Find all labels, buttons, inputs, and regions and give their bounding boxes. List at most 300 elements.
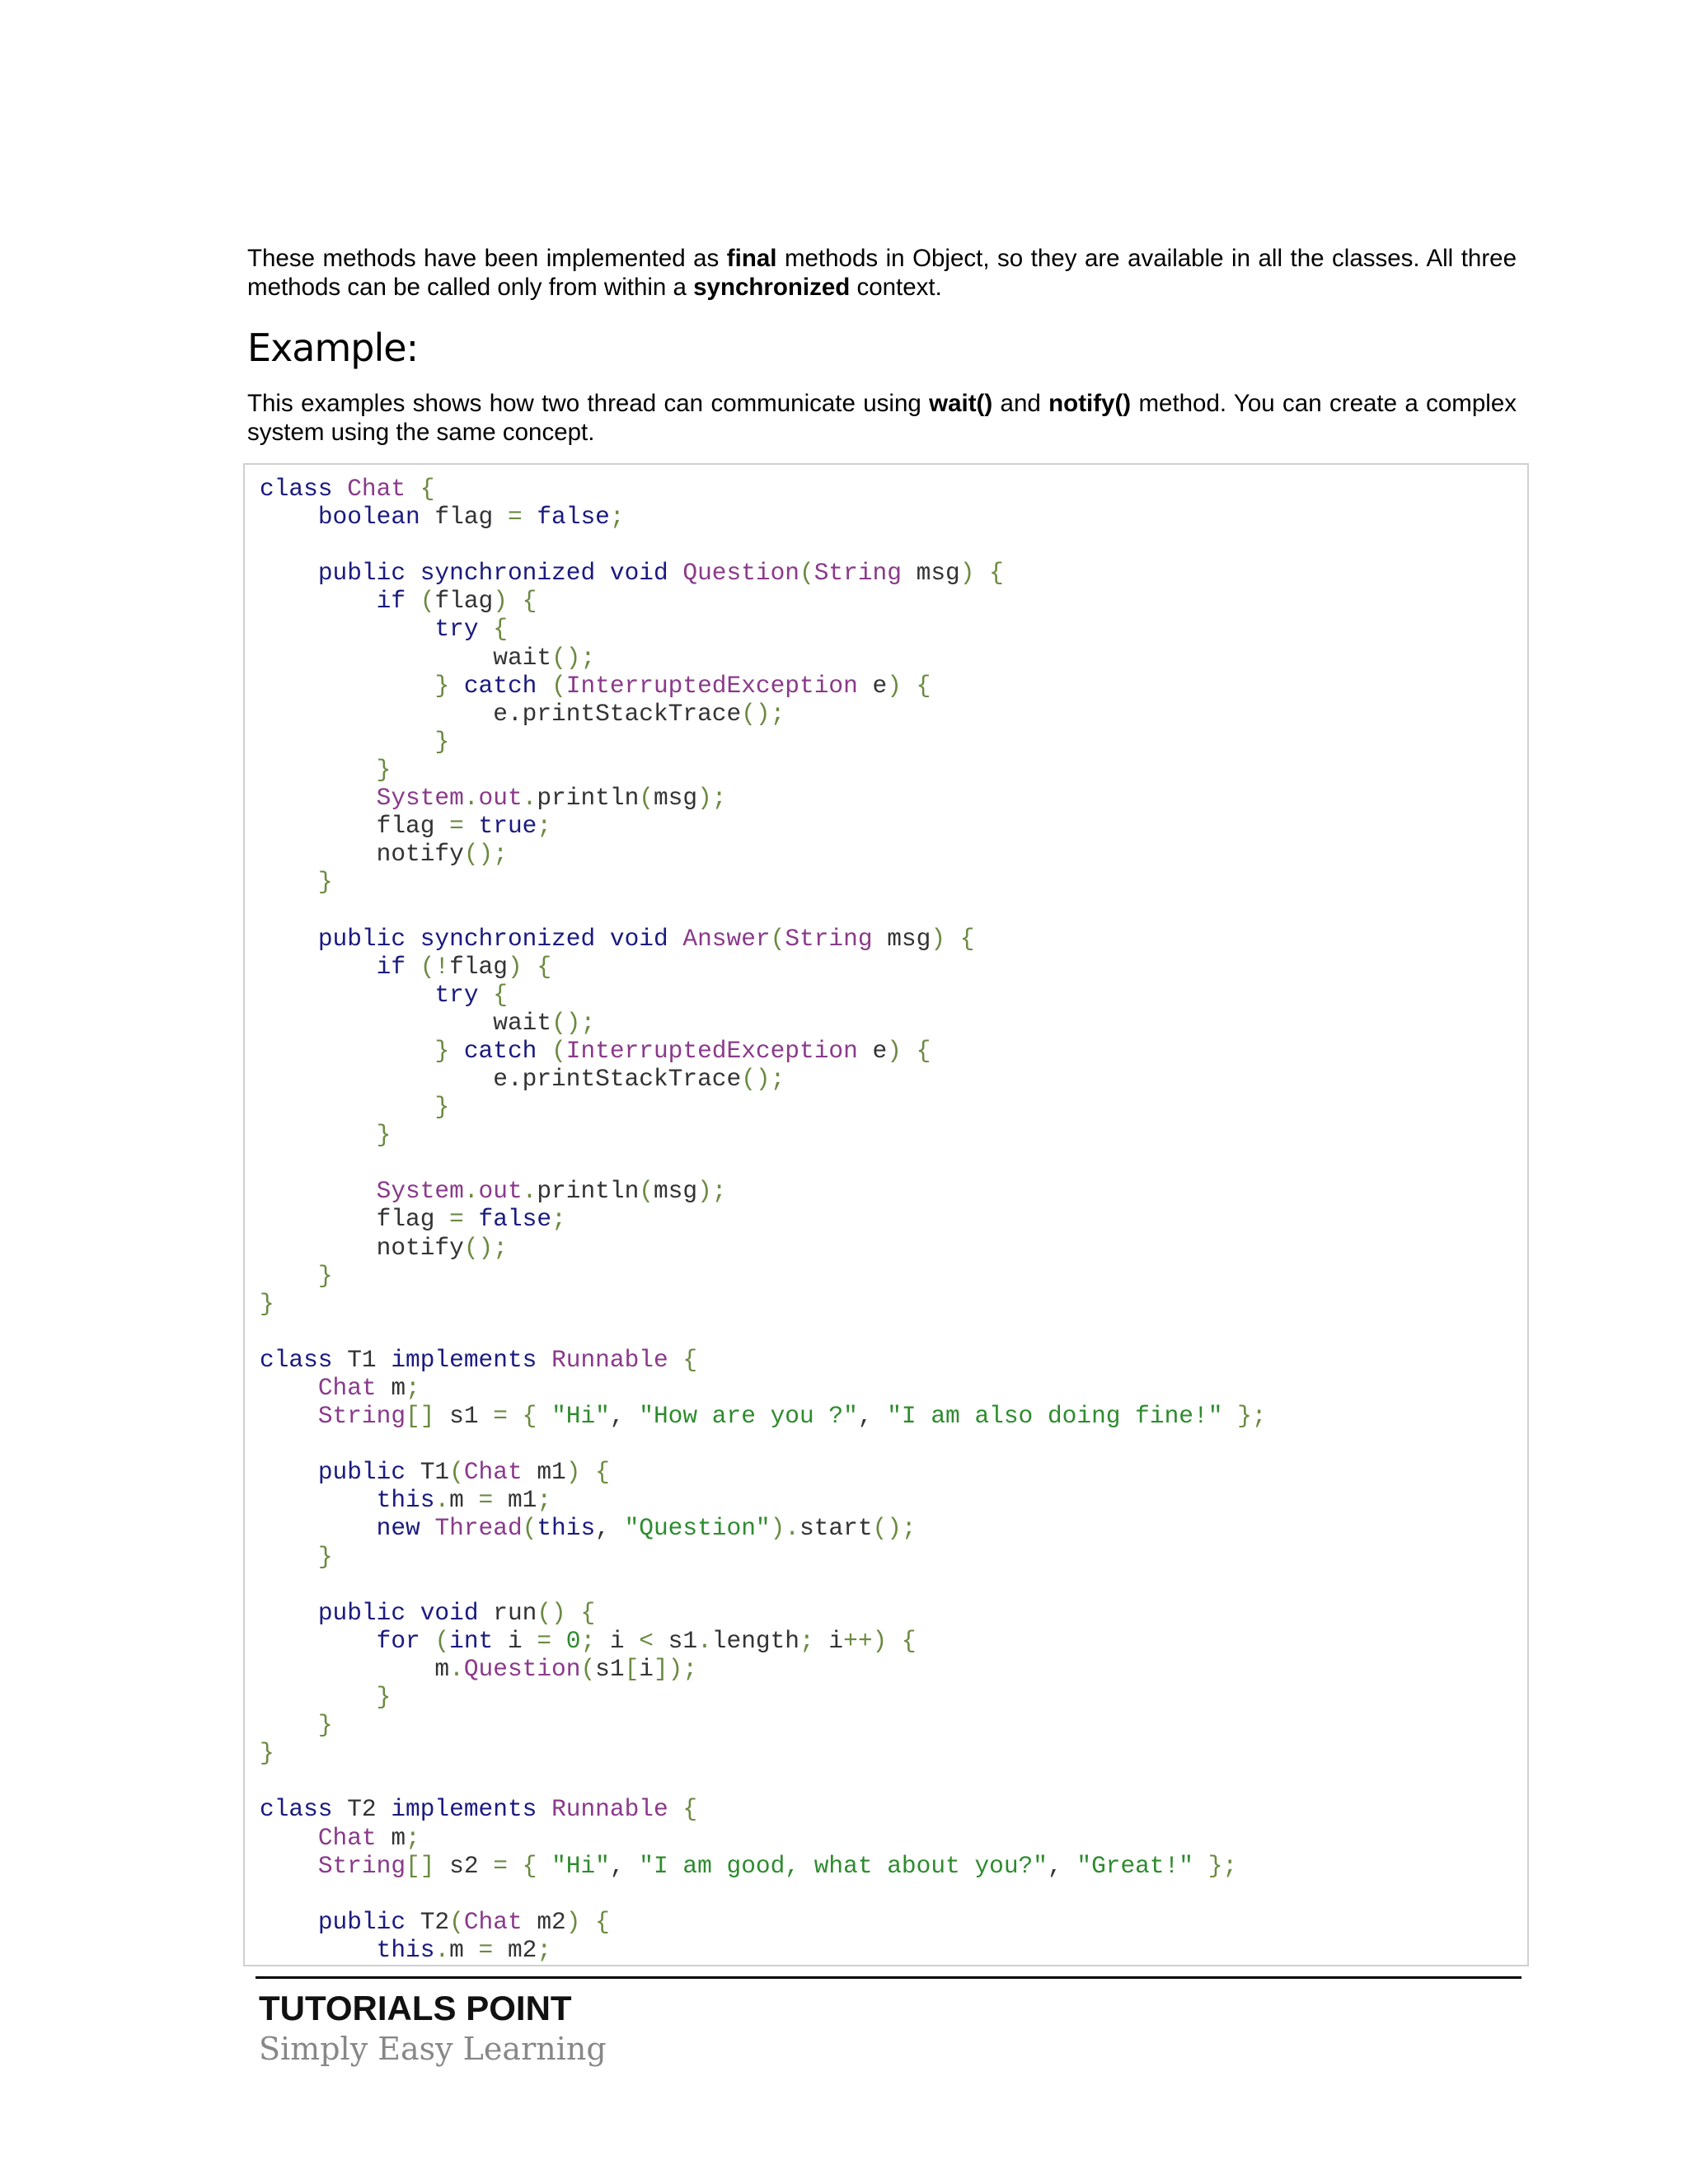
- code-token: (: [420, 587, 435, 616]
- code-token: };: [1207, 1851, 1238, 1880]
- code-token: {: [406, 475, 435, 503]
- code-line: [260, 812, 1267, 840]
- code-token: [260, 953, 377, 981]
- code-token: [260, 1543, 318, 1571]
- code-token: s1: [595, 1654, 625, 1683]
- intro-bold-synchronized: synchronized: [693, 274, 851, 301]
- code-token: boolean: [317, 503, 420, 532]
- code-token: ;: [580, 1626, 596, 1655]
- code-token: msg: [901, 559, 960, 588]
- code-token: this: [537, 1514, 596, 1543]
- code-token: {: [945, 924, 975, 953]
- code-token: [: [624, 1654, 640, 1683]
- code-token: );: [697, 1177, 727, 1206]
- code-token: Chat: [317, 1374, 377, 1402]
- footer-brand: TUTORIALS POINT: [259, 1989, 572, 2027]
- code-token: Runnable: [551, 1345, 668, 1374]
- code-token: System: [376, 1177, 464, 1206]
- code-token: .: [697, 1626, 712, 1655]
- code-token: String: [785, 924, 873, 953]
- code-token: ,: [609, 1851, 640, 1880]
- code-line: [260, 1149, 1267, 1177]
- code-token: [260, 1514, 377, 1542]
- code-token: }: [260, 1739, 274, 1768]
- code-token: ();: [463, 1233, 508, 1262]
- code-token: public synchronized void: [317, 559, 668, 588]
- code-token: ;: [537, 1935, 552, 1964]
- code-line: [260, 925, 1267, 953]
- code-token: String: [814, 559, 902, 588]
- code-line: [260, 1852, 1267, 1880]
- code-token: ;: [406, 1374, 420, 1402]
- code-token: {: [668, 1795, 698, 1824]
- code-line: [260, 728, 1267, 756]
- code-token: ): [931, 924, 946, 953]
- code-token: .: [463, 784, 479, 813]
- code-token: msg: [872, 924, 931, 953]
- code-line: [260, 1290, 1267, 1318]
- code-token: (: [799, 559, 814, 588]
- intro-text: These methods have been implemented as: [247, 245, 727, 272]
- code-line: [260, 1374, 1267, 1402]
- code-token: {: [974, 559, 1004, 588]
- code-token: Chat: [317, 1823, 377, 1852]
- code-token: }: [376, 1121, 392, 1150]
- code-token: true: [478, 812, 537, 841]
- code-token: {: [522, 952, 552, 981]
- code-line: [260, 700, 1267, 728]
- code-token: }: [434, 671, 450, 700]
- code-line: [260, 784, 1267, 812]
- code-line: [260, 475, 1267, 503]
- code-token: m1: [522, 1458, 566, 1487]
- code-token: }: [317, 1711, 333, 1740]
- footer-tagline: Simply Easy Learning: [259, 2031, 607, 2067]
- code-token: =: [493, 1402, 508, 1431]
- code-token: [420, 1514, 435, 1542]
- code-token: [260, 1599, 318, 1627]
- intro-text: methods in Object, so they are available in all the classes. All three methods can be called only from within a: [247, 245, 1517, 301]
- code-token: catch: [463, 1036, 537, 1065]
- code-token: {: [580, 1458, 610, 1487]
- code-line: [260, 868, 1267, 896]
- code-token: start: [799, 1514, 873, 1543]
- code-token: }: [376, 1683, 392, 1712]
- code-token: T1: [332, 1345, 392, 1374]
- description-bold-wait: wait(): [929, 390, 993, 417]
- code-token: [260, 1177, 377, 1205]
- code-token: [537, 1402, 551, 1430]
- code-token: [464, 1205, 479, 1233]
- code-token: }: [260, 1289, 274, 1318]
- code-token: ).: [770, 1514, 800, 1543]
- code-token: ();: [551, 643, 596, 672]
- code-token: [260, 1121, 377, 1149]
- code-token: ,: [609, 1402, 640, 1431]
- code-token: .: [463, 1177, 479, 1206]
- code-token: ): [887, 671, 902, 700]
- code-token: m2: [522, 1907, 566, 1936]
- code-token: =: [449, 812, 464, 841]
- code-token: }: [434, 1036, 450, 1065]
- code-token: [260, 1683, 377, 1711]
- code-token: false: [537, 503, 610, 532]
- code-token: [260, 1093, 434, 1121]
- code-line: [260, 1627, 1267, 1655]
- code-token: [668, 559, 683, 587]
- code-token: [260, 981, 434, 1009]
- code-token: [1222, 1402, 1237, 1430]
- code-token: (: [551, 671, 566, 700]
- code-token: [260, 1852, 318, 1880]
- code-token: Question: [463, 1654, 581, 1683]
- code-line: [260, 1571, 1267, 1599]
- code-token: "I am also doing fine!": [887, 1402, 1223, 1431]
- section-heading: Example:: [247, 326, 419, 370]
- code-token: class: [260, 475, 333, 503]
- code-token: =: [507, 503, 523, 532]
- code-token: m: [376, 1374, 406, 1402]
- code-line: [260, 1177, 1267, 1205]
- intro-paragraph: [247, 244, 1517, 302]
- code-token: };: [1237, 1402, 1267, 1431]
- code-token: =: [478, 1935, 494, 1964]
- code-token: i: [639, 1654, 654, 1683]
- code-line: [260, 1936, 1267, 1964]
- code-token: }: [434, 727, 450, 756]
- code-token: [537, 1852, 551, 1880]
- code-token: Thread: [434, 1514, 523, 1543]
- code-token: Chat: [347, 475, 406, 503]
- code-token: [449, 1037, 464, 1065]
- code-token: ): [959, 559, 975, 588]
- code-token: [420, 1627, 435, 1655]
- description-text: This examples shows how two thread can communicate using: [247, 390, 930, 417]
- intro-bold-final: final: [726, 245, 777, 272]
- code-token: notify: [260, 1233, 464, 1262]
- code-token: [260, 1711, 318, 1739]
- code-line: [260, 1430, 1267, 1458]
- code-line: [260, 1458, 1267, 1486]
- code-line: [260, 615, 1267, 643]
- code-token: try: [434, 615, 479, 644]
- code-token: ();: [463, 840, 508, 869]
- example-description: [247, 389, 1517, 447]
- code-token: [260, 728, 434, 756]
- code-token: =: [537, 1626, 552, 1655]
- code-line: [260, 1824, 1267, 1852]
- code-token: class: [260, 1345, 333, 1374]
- code-token: ): [887, 1036, 902, 1065]
- code-token: }: [376, 755, 392, 784]
- code-token: (: [639, 784, 654, 813]
- code-token: out: [478, 1177, 523, 1206]
- code-line: [260, 1711, 1267, 1739]
- code-token: public void: [317, 1598, 479, 1627]
- code-token: wait: [260, 643, 552, 672]
- code-token: ;: [537, 1486, 552, 1515]
- code-token: new: [376, 1514, 420, 1543]
- code-token: m: [260, 1654, 450, 1683]
- code-token: flag: [434, 587, 494, 616]
- code-line: [260, 644, 1267, 672]
- code-token: [260, 1936, 377, 1964]
- code-token: (: [434, 1626, 450, 1655]
- code-token: (: [580, 1654, 596, 1683]
- code-token: [260, 559, 318, 587]
- code-token: }: [317, 868, 333, 897]
- code-token: T2: [332, 1795, 392, 1824]
- code-line: [260, 1599, 1267, 1627]
- code-token: {: [668, 1345, 698, 1374]
- code-token: [537, 1795, 551, 1823]
- code-token: String: [317, 1851, 406, 1880]
- code-token: ,: [595, 1514, 625, 1543]
- code-line: [260, 1346, 1267, 1374]
- code-token: implements: [391, 1795, 537, 1824]
- code-token: ,: [1047, 1851, 1077, 1880]
- code-token: [537, 1037, 551, 1065]
- code-token: {: [522, 1402, 537, 1431]
- code-token: s1: [653, 1626, 698, 1655]
- code-token: this: [376, 1935, 435, 1964]
- code-line: [260, 1205, 1267, 1233]
- code-token: ();: [551, 1008, 596, 1037]
- code-token: .: [522, 1177, 537, 1206]
- code-token: flag: [420, 503, 508, 532]
- code-token: "Question": [624, 1514, 771, 1543]
- code-token: {: [901, 671, 931, 700]
- code-token: [260, 1262, 318, 1290]
- code-line: [260, 1514, 1267, 1542]
- code-line: [260, 587, 1267, 615]
- code-token: [260, 1402, 318, 1430]
- code-token: ): [507, 952, 523, 981]
- code-token: (!: [420, 952, 450, 981]
- code-token: i: [595, 1626, 640, 1655]
- code-token: i: [493, 1626, 537, 1655]
- code-token: {: [478, 980, 508, 1009]
- code-token: ): [493, 587, 508, 616]
- code-token: out: [478, 784, 523, 813]
- code-token: e: [857, 1036, 888, 1065]
- code-line: [260, 1795, 1267, 1823]
- code-token: m: [449, 1935, 479, 1964]
- code-token: m: [449, 1486, 479, 1515]
- code-token: [260, 1374, 318, 1402]
- code-token: "I am good, what about you?": [639, 1851, 1048, 1880]
- code-token: [508, 1402, 523, 1430]
- code-line: [260, 1908, 1267, 1936]
- code-line: [260, 1739, 1267, 1767]
- code-token: length: [711, 1626, 800, 1655]
- code-token: (: [449, 1907, 464, 1936]
- code-token: .: [522, 784, 537, 813]
- code-token: [406, 587, 420, 615]
- code-token: int: [449, 1626, 494, 1655]
- code-token: =: [478, 1486, 494, 1515]
- code-token: [260, 1908, 318, 1936]
- code-token: ;: [537, 812, 552, 841]
- footer-divider: [256, 1976, 1522, 1979]
- code-token: [406, 953, 420, 981]
- description-text: method. You can create a complex system using the same concept.: [247, 390, 1517, 446]
- code-token: .: [449, 1654, 464, 1683]
- code-block: [243, 463, 1529, 1966]
- code-token: 0: [565, 1626, 581, 1655]
- code-token: T1: [406, 1458, 450, 1487]
- code-token: [260, 587, 377, 615]
- code-line: [260, 1037, 1267, 1065]
- code-token: [260, 756, 377, 784]
- code-token: [1193, 1852, 1208, 1880]
- code-token: ): [565, 1458, 581, 1487]
- code-token: {: [507, 587, 537, 616]
- code-token: Chat: [463, 1907, 523, 1936]
- code-line: [260, 1093, 1267, 1121]
- code-token: notify: [260, 840, 464, 869]
- code-token: flag: [260, 1205, 450, 1234]
- code-token: [260, 1486, 377, 1514]
- code-token: e: [857, 671, 888, 700]
- code-token: [523, 503, 537, 531]
- code-token: []: [406, 1402, 435, 1431]
- code-token: wait: [260, 1008, 552, 1037]
- description-text: and: [992, 390, 1049, 417]
- code-line: [260, 503, 1267, 531]
- code-token: e.printStackTrace: [260, 1064, 742, 1093]
- code-line: [260, 1880, 1267, 1908]
- code-token: [333, 475, 348, 503]
- code-token: Answer: [682, 924, 771, 953]
- code-token: }: [317, 1261, 333, 1290]
- code-line: [260, 1009, 1267, 1037]
- code-line: [260, 1318, 1267, 1346]
- code-token: m: [376, 1823, 406, 1852]
- code-line: [260, 1543, 1267, 1571]
- code-token: if: [376, 952, 406, 981]
- code-line: [260, 1486, 1267, 1514]
- code-token: if: [376, 587, 406, 616]
- code-token: (: [449, 1458, 464, 1487]
- code-token: {: [580, 1907, 610, 1936]
- code-token: Chat: [463, 1458, 523, 1487]
- code-token: try: [434, 980, 479, 1009]
- code-token: (: [522, 1514, 537, 1543]
- code-line: [260, 896, 1267, 924]
- code-token: class: [260, 1795, 333, 1824]
- code-token: e.printStackTrace: [260, 699, 742, 728]
- code-token: ;: [406, 1823, 420, 1852]
- code-line: [260, 1234, 1267, 1262]
- code-token: [464, 812, 479, 840]
- code-token: [260, 615, 434, 643]
- code-token: "Great!": [1076, 1851, 1193, 1880]
- code-token: String: [317, 1402, 406, 1431]
- code-line: [260, 756, 1267, 784]
- code-line: [260, 953, 1267, 981]
- code-token: (: [639, 1177, 654, 1206]
- code-token: [260, 1037, 434, 1065]
- code-token: [260, 1824, 318, 1852]
- code-line: [260, 531, 1267, 559]
- code-token: InterruptedException: [565, 1036, 858, 1065]
- code-token: implements: [391, 1345, 537, 1374]
- code-listing: [260, 475, 1267, 1964]
- code-token: public: [317, 1907, 406, 1936]
- code-line: [260, 1683, 1267, 1711]
- code-token: this: [376, 1486, 435, 1515]
- code-token: .: [434, 1486, 450, 1515]
- code-token: public: [317, 1458, 406, 1487]
- code-token: .: [434, 1935, 450, 1964]
- code-token: msg: [653, 1177, 698, 1206]
- code-token: (): [537, 1598, 566, 1627]
- code-line: [260, 559, 1267, 587]
- code-token: println: [537, 1177, 640, 1206]
- code-token: "Hi": [551, 1402, 610, 1431]
- code-token: flag: [449, 952, 508, 981]
- code-token: ();: [872, 1514, 917, 1543]
- code-token: ;: [799, 1626, 814, 1655]
- code-token: [537, 1346, 551, 1374]
- code-token: {: [522, 1851, 537, 1880]
- code-token: []: [406, 1851, 435, 1880]
- code-token: false: [478, 1205, 552, 1234]
- code-token: [260, 868, 318, 896]
- code-token: }: [434, 1093, 450, 1122]
- code-token: public synchronized void: [317, 924, 668, 953]
- intro-text: context.: [850, 274, 942, 301]
- code-token: ): [565, 1907, 581, 1936]
- code-token: ,: [857, 1402, 888, 1431]
- code-line: [260, 1655, 1267, 1683]
- code-token: Runnable: [551, 1795, 668, 1824]
- code-token: ;: [609, 503, 625, 532]
- code-token: {: [478, 615, 508, 644]
- code-token: (: [770, 924, 785, 953]
- code-token: ;: [551, 1205, 566, 1234]
- code-token: ]);: [653, 1654, 698, 1683]
- code-line: [260, 1402, 1267, 1430]
- code-token: run: [478, 1598, 537, 1627]
- code-token: [260, 503, 318, 531]
- code-token: flag: [260, 812, 450, 841]
- code-token: {: [565, 1598, 596, 1627]
- code-token: ++): [843, 1626, 888, 1655]
- code-token: for: [376, 1626, 420, 1655]
- code-token: m2: [493, 1935, 537, 1964]
- code-line: [260, 1065, 1267, 1093]
- code-token: =: [449, 1205, 464, 1234]
- code-line: [260, 981, 1267, 1009]
- code-line: [260, 1262, 1267, 1290]
- code-token: println: [537, 784, 640, 813]
- code-token: [260, 925, 318, 953]
- code-token: "How are you ?": [639, 1402, 858, 1431]
- code-token: =: [493, 1851, 508, 1880]
- code-token: T2: [406, 1907, 450, 1936]
- code-token: msg: [653, 784, 698, 813]
- code-line: [260, 1767, 1267, 1795]
- code-token: );: [697, 784, 727, 813]
- code-token: System: [376, 784, 464, 813]
- code-token: "Hi": [551, 1851, 610, 1880]
- code-token: (: [551, 1036, 566, 1065]
- code-token: s1: [434, 1402, 494, 1431]
- code-token: <: [639, 1626, 654, 1655]
- code-token: {: [901, 1036, 931, 1065]
